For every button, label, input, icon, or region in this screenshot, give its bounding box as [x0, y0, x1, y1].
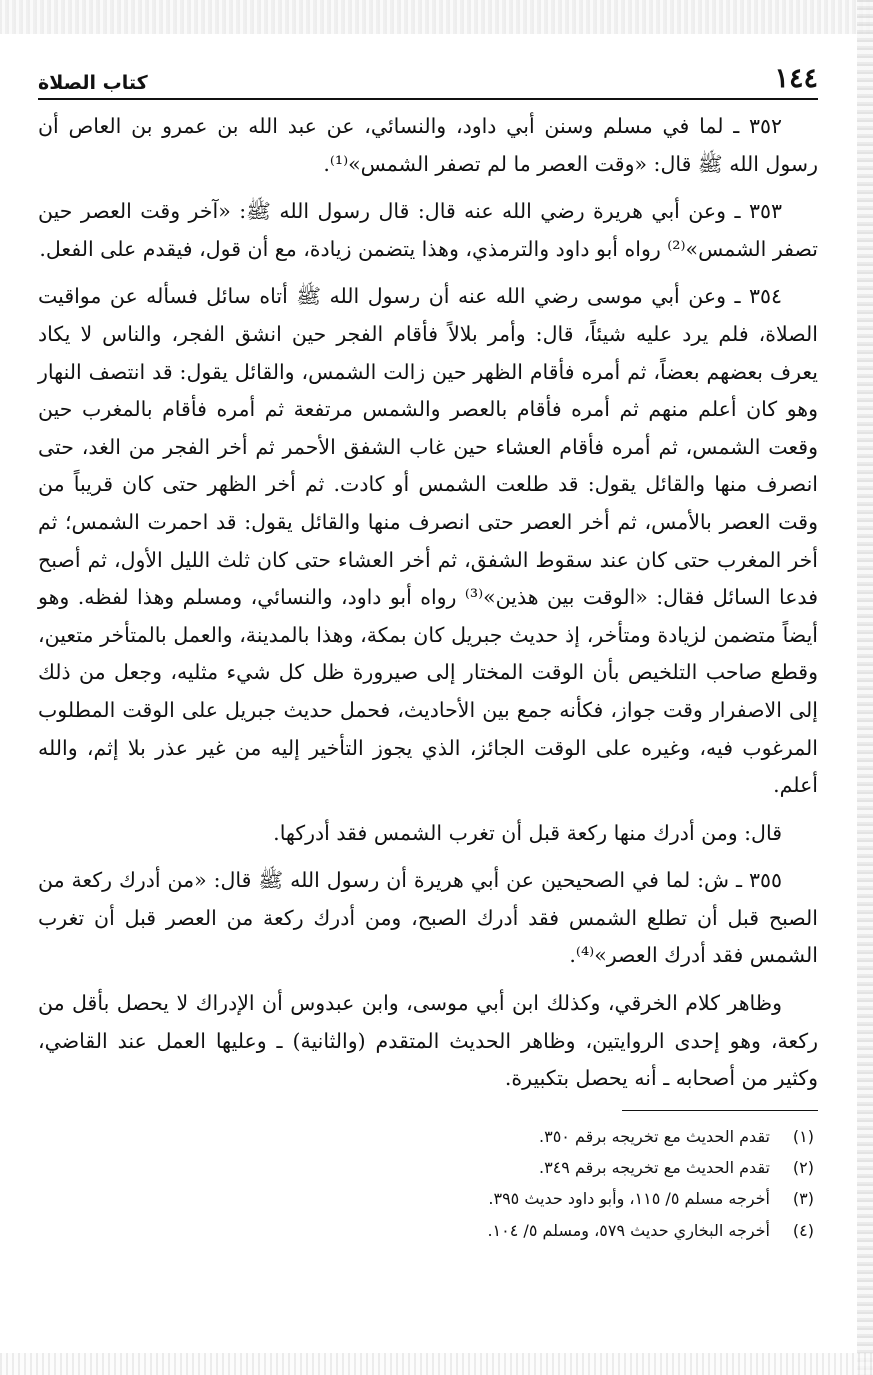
book-title: كتاب الصلاة	[38, 72, 148, 94]
footnote-number: (٤)	[792, 1220, 814, 1240]
footnote-4	[38, 1215, 818, 1246]
scan-noise-top	[0, 0, 873, 34]
footnotes	[38, 1121, 818, 1246]
page-body	[38, 108, 818, 1098]
footnote-2	[38, 1152, 818, 1183]
footnote-3	[38, 1183, 818, 1214]
footnote-text: تقدم الحديث مع تخريجه برقم ٣٥٠.	[539, 1126, 770, 1146]
footnote-divider	[622, 1110, 818, 1111]
footnote-text: تقدم الحديث مع تخريجه برقم ٣٤٩.	[539, 1158, 770, 1178]
paragraph-zahir: وظاهر كلام الخرقي، وكذلك ابن أبي موسى، وابن عبدوس أن الإدراك لا يحصل بأقل من ركعة، وهو إحدى الروايتين، وظاهر الحديث المتقدم (والثانية) ـ وعليها العمل عند القاضي، وكثير من أصحابه ـ أنه يحصل بتكبيرة.	[38, 991, 818, 1091]
paragraph-354: ٣٥٤ ـ وعن أبي موسى رضي الله عنه أن رسول الله ﷺ أتاه سائل فسأله عن مواقيت الصلاة، فلم يرد عليه شيئاً، قال: وأمر بلالاً فأقام الفجر حين انشق الفجر، والناس لا يكاد يعرف بعضهم بعضاً، ثم أمره فأقام الظهر حين زالت الشمس، والقائل يقول: قد انتصف النهار وهو كان أعلم منهم ثم أمره فأقام بالعصر والشمس مرتفعة ثم أمره فأقام بالمغرب حين وقعت الشمس، ثم أمره فأقام العشاء حين غاب الشفق الأحمر ثم أخر الفجر من الغد، حتى انصرف منها والقائل يقول: قد طلعت الشمس أو كادت. ثم أخر الظهر حتى كان قريباً من وقت العصر بالأمس، ثم أخر العصر حتى انصرف منها والقائل يقول: قد احمرت الشمس؛ ثم أخر المغرب حتى كان عند سقوط الشفق، ثم أخر العشاء حتى كان ثلث الليل الأول، ثم أصبح فدعا السائل فقال: «الوقت بين هذين»⁽³⁾ رواه أبو داود، والنسائي، ومسلم وهذا لفظه. وهو أيضاً متضمن لزيادة ومتأخر، إذ حديث جبريل كان بمكة، وهذا بالمدينة، والعمل بالمتأخر متعين، وقطع صاحب التلخيص بأن الوقت المختار إلى صيرورة ظل كل شيء مثليه، وجعل من ذلك إلى الاصفرار وقت جواز، فكأنه جمع بين الأحاديث، فحمل حديث جبريل على الوقت المطلوب المرغوب فيه، وغيره على الوقت الجائز، الذي يجوز التأخير إليه من غير عذر بلا إثم، والله أعلم.	[38, 284, 818, 798]
paragraph-355: ٣٥٥ ـ ش: لما في الصحيحين عن أبي هريرة أن رسول الله ﷺ قال: «من أدرك ركعة من الصبح قبل أن تطلع الشمس فقد أدرك الصبح، ومن أدرك ركعة من العصر قبل أن تغرب الشمس فقد أدرك العصر»⁽⁴⁾.	[38, 868, 818, 968]
footnote-number: (٢)	[792, 1158, 814, 1178]
footnote-number: (١)	[792, 1126, 814, 1146]
book-page	[38, 58, 818, 1246]
footnote-text: أخرجه مسلم ٥/ ١١٥، وأبو داود حديث ٣٩٥.	[488, 1189, 770, 1209]
page-number: ١٤٤	[774, 63, 818, 94]
footnote-number: (٣)	[792, 1189, 814, 1209]
paragraph-352: ٣٥٢ ـ لما في مسلم وسنن أبي داود، والنسائي، عن عبد الله بن عمرو بن العاص أن رسول الله ﷺ قال: «وقت العصر ما لم تصفر الشمس»⁽¹⁾.	[38, 114, 818, 176]
scan-noise-right	[857, 0, 873, 1375]
paragraph-353: ٣٥٣ ـ وعن أبي هريرة رضي الله عنه قال: قال رسول الله ﷺ: «آخر وقت العصر حين تصفر الشمس»⁽²⁾ رواه أبو داود والترمذي، وهذا يتضمن زيادة، مع أن قول، فيقدم على الفعل.	[38, 199, 818, 261]
paragraph-qala: قال: ومن أدرك منها ركعة قبل أن تغرب الشمس فقد أدركها.	[273, 820, 782, 845]
footnote-text: أخرجه البخاري حديث ٥٧٩، ومسلم ٥/ ١٠٤.	[487, 1220, 770, 1240]
scan-noise-bottom	[0, 1353, 873, 1375]
page-header	[38, 58, 818, 100]
footnote-1	[38, 1121, 818, 1152]
